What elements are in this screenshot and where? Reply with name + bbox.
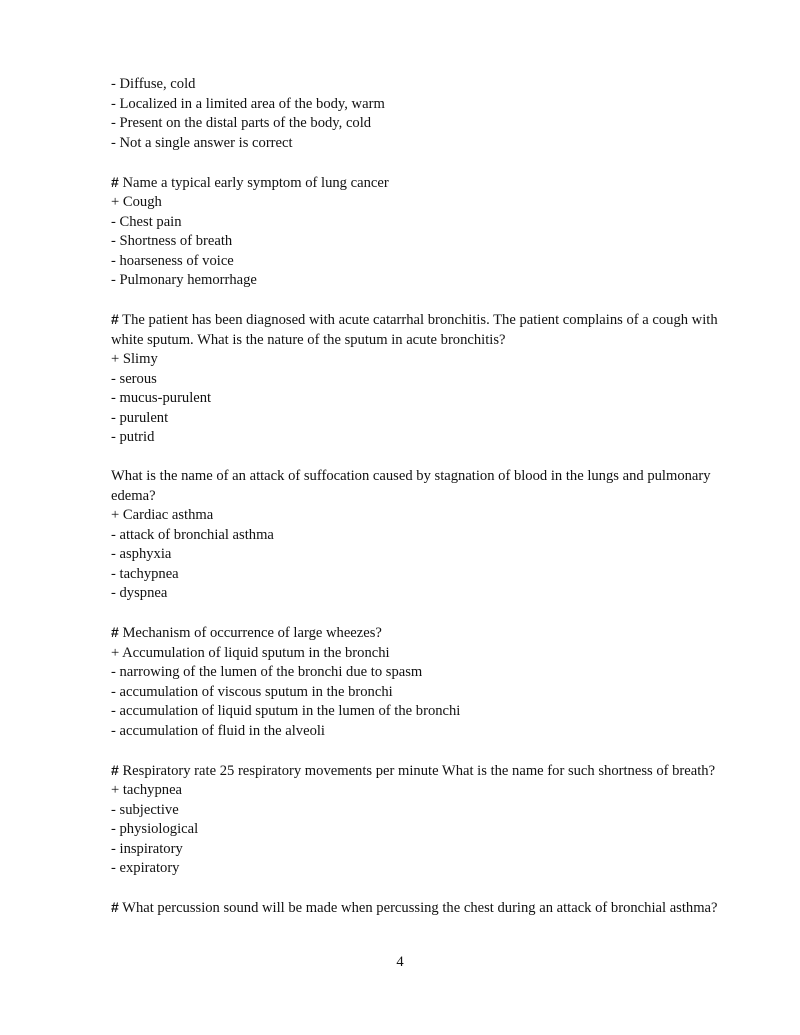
answer-option: - Diffuse, cold <box>111 76 196 92</box>
answer-option: - putrid <box>111 429 155 445</box>
question-bronchitis-sputum <box>111 310 739 448</box>
page-number: 4 <box>396 954 404 970</box>
answer-option: - accumulation of viscous sputum in the bronchi <box>111 683 393 700</box>
question-respiratory-rate <box>111 761 739 879</box>
question-marker: # <box>111 173 119 190</box>
question-text: # Respiratory rate 25 respiratory movements per minute What is the name for such shortness of breath? <box>111 761 716 779</box>
answer-option: - Not a single answer is correct <box>111 134 293 151</box>
answer-option: - purulent <box>111 409 169 426</box>
answer-option: - attack of bronchial asthma <box>111 526 274 543</box>
question-lung-cancer-symptom <box>111 173 739 291</box>
question-suffocation-attack <box>111 467 739 604</box>
question-text: # The patient has been diagnosed with acute catarrhal bronchitis. The patient complains of a cough with white sputum. What is the nature of the sputum in acute bronchitis? <box>111 311 718 348</box>
answer-option: + Cardiac asthma <box>111 507 214 523</box>
answer-option: - Present on the distal parts of the body, cold <box>111 115 372 131</box>
answer-option: - Localized in a limited area of the body, warm <box>111 95 385 112</box>
answer-option: - physiological <box>111 821 199 837</box>
answer-option: + Accumulation of liquid sputum in the bronchi <box>111 644 390 661</box>
answer-option: + Cough <box>111 194 162 210</box>
answer-option: + Slimy <box>111 351 158 367</box>
answer-option: - accumulation of fluid in the alveoli <box>111 722 325 739</box>
answer-option: - asphyxia <box>111 546 172 562</box>
answer-option: + tachypnea <box>111 782 183 798</box>
page-content <box>111 75 739 938</box>
question-percussion-sound <box>111 898 739 919</box>
question-marker: # <box>111 624 119 640</box>
answer-option: - mucus-purulent <box>111 390 212 406</box>
answer-option: - narrowing of the lumen of the bronchi due to spasm <box>111 664 423 680</box>
question-marker: # <box>111 311 119 327</box>
question-marker: # <box>111 899 119 915</box>
answer-option: - hoarseness of voice <box>111 252 234 269</box>
answer-option: - accumulation of liquid sputum in the lumen of the bronchi <box>111 703 461 719</box>
answer-option: - serous <box>111 370 157 387</box>
answer-option: - subjective <box>111 801 179 818</box>
question-marker: # <box>111 761 119 778</box>
answer-option: - Chest pain <box>111 213 182 230</box>
question-text: What is the name of an attack of suffocation caused by stagnation of blood in the lungs and pulmonary edema? <box>111 468 711 504</box>
question-large-wheezes <box>111 623 739 741</box>
question-text: # What percussion sound will be made when percussing the chest during an attack of bronchial asthma? <box>111 899 718 916</box>
answer-option: - expiratory <box>111 860 180 876</box>
continued-answer-options <box>111 75 739 153</box>
answer-option: - tachypnea <box>111 565 179 582</box>
question-text: # Mechanism of occurrence of large wheezes? <box>111 624 382 641</box>
question-text: # Name a typical early symptom of lung cancer <box>111 173 389 191</box>
answer-option: - Shortness of breath <box>111 233 233 249</box>
answer-option: - Pulmonary hemorrhage <box>111 272 257 288</box>
answer-option: - inspiratory <box>111 840 183 857</box>
answer-option: - dyspnea <box>111 585 168 601</box>
